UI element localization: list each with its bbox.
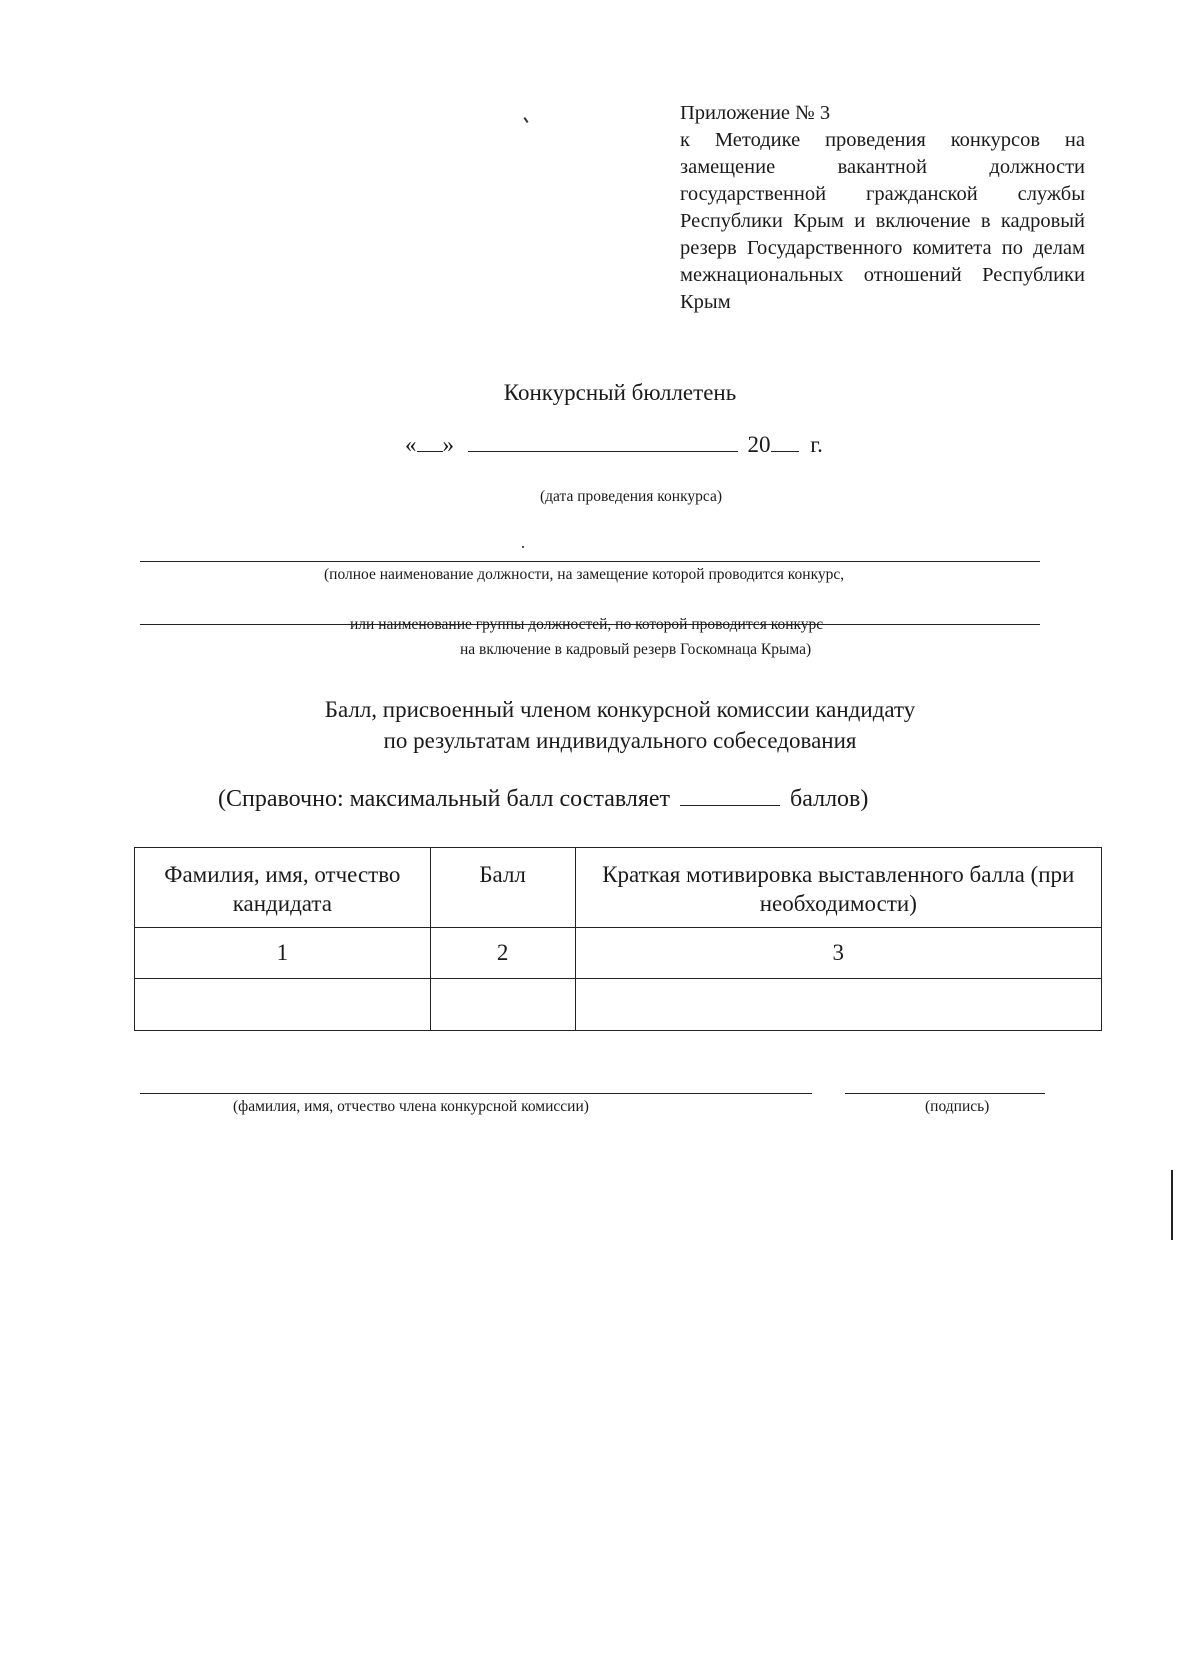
scan-edge-mark <box>1171 1170 1173 1240</box>
year-suffix: г. <box>810 432 823 457</box>
close-quote: » <box>442 432 454 457</box>
table-row <box>135 979 1102 1031</box>
table-number-row <box>135 928 1102 979</box>
score-cell <box>430 979 575 1031</box>
position-caption-1: (полное наименование должности, на замещение которой проводится конкурс, <box>324 566 845 583</box>
scan-mark <box>523 117 528 123</box>
score-heading-line2: по результатам индивидуального собеседования <box>383 728 857 753</box>
max-score-blank <box>680 785 780 806</box>
reference-note <box>218 785 868 813</box>
score-table <box>134 847 1102 1031</box>
open-quote: « <box>405 432 417 457</box>
date-line <box>405 432 823 458</box>
page-title: Конкурсный бюллетень <box>503 380 737 405</box>
score-heading <box>0 694 1200 756</box>
score-heading-line1: Балл, присвоенный членом конкурсной комиссии кандидату <box>324 697 916 722</box>
reference-prefix: (Справочно: максимальный балл составляет <box>218 786 671 812</box>
header-score: Балл <box>430 848 575 928</box>
reference-suffix: баллов) <box>790 786 869 812</box>
table-header-row <box>135 848 1102 928</box>
column-number-1: 1 <box>135 928 431 979</box>
day-blank <box>417 433 443 452</box>
scan-dot <box>522 546 524 548</box>
column-number-2: 2 <box>430 928 575 979</box>
appendix-block <box>680 100 1085 316</box>
position-caption-3: на включение в кадровый резерв Госкомнаца Крыма) <box>460 641 812 658</box>
position-line-1 <box>140 561 1040 562</box>
signature-caption: (подпись) <box>925 1098 990 1115</box>
header-candidate-name: Фамилия, имя, отчество кандидата <box>135 848 431 928</box>
member-name-line <box>140 1093 812 1094</box>
signature-line <box>845 1093 1045 1094</box>
header-motivation: Краткая мотивировка выставленного балла (при необходимости) <box>575 848 1101 928</box>
member-name-caption: (фамилия, имя, отчество члена конкурсной комиссии) <box>233 1098 589 1115</box>
appendix-number: Приложение № 3 <box>680 102 831 124</box>
candidate-name-cell <box>135 979 431 1031</box>
motivation-cell <box>575 979 1101 1031</box>
position-caption-2: или наименование группы должностей, по которой проводится конкурс <box>350 616 824 633</box>
year-blank <box>771 433 799 452</box>
month-blank <box>468 433 738 452</box>
column-number-3: 3 <box>575 928 1101 979</box>
year-prefix: 20 <box>747 432 771 457</box>
appendix-text: к Методике проведения конкурсов на замещение вакантной должности государственной гражданской службы Республики Крым и включение в кадровый резерв Государственного комитета по делам межнациональных отношений Республики Крым <box>680 129 1085 313</box>
date-caption: (дата проведения конкурса) <box>540 488 723 505</box>
